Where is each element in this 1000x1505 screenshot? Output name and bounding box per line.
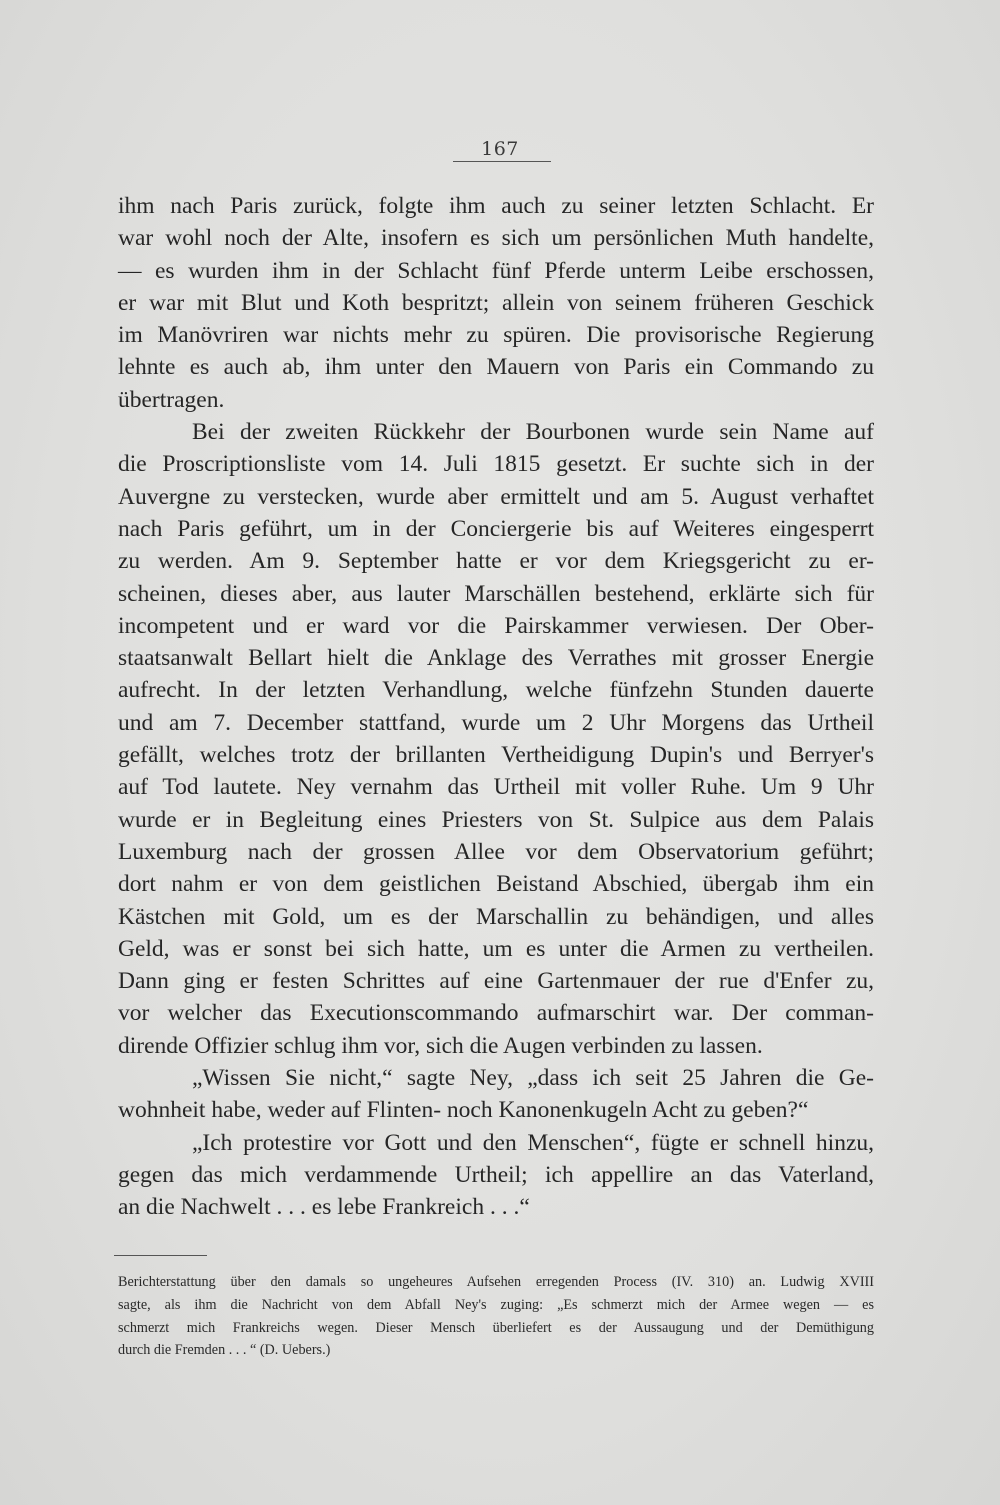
body-line: „Ich protestire vor Gott und den Menschen“, fügte er schnell hinzu, (192, 1129, 874, 1156)
footnote-text (118, 1271, 874, 1362)
body-line: übertragen. (118, 386, 225, 413)
body-line: scheinen, dieses aber, aus lauter Marschällen bestehend, erklärte sich für (118, 580, 874, 607)
body-line: auf Tod lautete. Ney vernahm das Urtheil mit voller Ruhe. Um 9 Uhr (118, 774, 874, 801)
body-line: dort nahm er von dem geistlichen Beistand Abschied, übergab ihm ein (118, 871, 874, 898)
body-line: die Proscriptionsliste vom 14. Juli 1815 gesetzt. Er suchte sich in der (118, 451, 874, 478)
footnote-line: schmerzt mich Frankreichs wegen. Dieser Mensch überliefert es der Aussaugung und der Demüthigung (118, 1319, 874, 1336)
body-line: im Manövriren war nichts mehr zu spüren. Die provisorische Regierung (118, 322, 874, 349)
body-line: vor welcher das Executionscommando aufmarschirt war. Der comman- (118, 1000, 874, 1027)
body-line: Bei der zweiten Rückkehr der Bourbonen wurde sein Name auf (192, 419, 874, 446)
footnote-line: durch die Fremden . . . “ (D. Uebers.) (118, 1342, 331, 1359)
body-line: er war mit Blut und Koth bespritzt; allein von seinem früheren Geschick (118, 289, 874, 316)
body-line: gefällt, welches trotz der brillanten Vertheidigung Dupin's und Berryer's (118, 742, 874, 769)
page-number-rule (453, 161, 551, 162)
body-text (118, 190, 874, 1224)
body-line: — es wurden ihm in der Schlacht fünf Pferde unterm Leibe erschossen, (118, 257, 874, 284)
body-line: ihm nach Paris zurück, folgte ihm auch zu seiner letzten Schlacht. Er (118, 193, 874, 219)
body-line: zu werden. Am 9. September hatte er vor dem Kriegsgericht zu er- (118, 548, 874, 575)
body-line: und am 7. December stattfand, wurde um 2 Uhr Morgens das Urtheil (118, 709, 874, 736)
body-line: staatsanwalt Bellart hielt die Anklage des Verrathes mit grosser Energie (118, 645, 874, 672)
body-line: dirende Offizier schlug ihm vor, sich die Augen verbinden zu lassen. (118, 1032, 763, 1059)
body-line: lehnte es auch ab, ihm unter den Mauern von Paris ein Commando zu (118, 354, 874, 381)
body-line: gegen das mich verdammende Urtheil; ich appellire an das Vaterland, (118, 1161, 874, 1188)
body-line: an die Nachwelt . . . es lebe Frankreich . . .“ (118, 1194, 530, 1221)
body-line: aufrecht. In der letzten Verhandlung, welche fünfzehn Stunden dauerte (118, 677, 874, 704)
footnote-rule (114, 1255, 207, 1256)
body-line: Auvergne zu verstecken, wurde aber ermittelt und am 5. August verhaftet (118, 483, 874, 510)
footnote-line: sagte, als ihm die Nachricht von dem Abfall Ney's zuging: „Es schmerzt mich der Armee wegen — es (118, 1296, 874, 1313)
body-line: nach Paris geführt, um in der Conciergerie bis auf Weiteres eingesperrt (118, 515, 874, 542)
body-line: „Wissen Sie nicht,“ sagte Ney, „dass ich seit 25 Jahren die Ge- (192, 1065, 874, 1092)
page-number: 167 (481, 138, 519, 160)
body-line: Luxemburg nach der grossen Allee vor dem Observatorium geführt; (118, 838, 874, 865)
footnote-line: Berichterstattung über den damals so ungeheures Aufsehen erregenden Process (IV. 310) an. Ludwig XVIII (118, 1274, 874, 1290)
body-line: incompetent und er ward vor die Pairskammer verwiesen. Der Ober- (118, 612, 874, 639)
body-line: Kästchen mit Gold, um es der Marschallin zu behändigen, und alles (118, 903, 874, 930)
body-line: Dann ging er festen Schrittes auf eine Gartenmauer der rue d'Enfer zu, (118, 968, 874, 995)
body-line: Geld, was er sonst bei sich hatte, um es unter die Armen zu vertheilen. (118, 935, 874, 962)
body-line: wurde er in Begleitung eines Priesters von St. Sulpice aus dem Palais (118, 806, 874, 833)
body-line: wohnheit habe, weder auf Flinten- noch Kanonenkugeln Acht zu geben?“ (118, 1097, 809, 1124)
body-line: war wohl noch der Alte, insofern es sich um persönlichen Muth handelte, (118, 225, 874, 252)
